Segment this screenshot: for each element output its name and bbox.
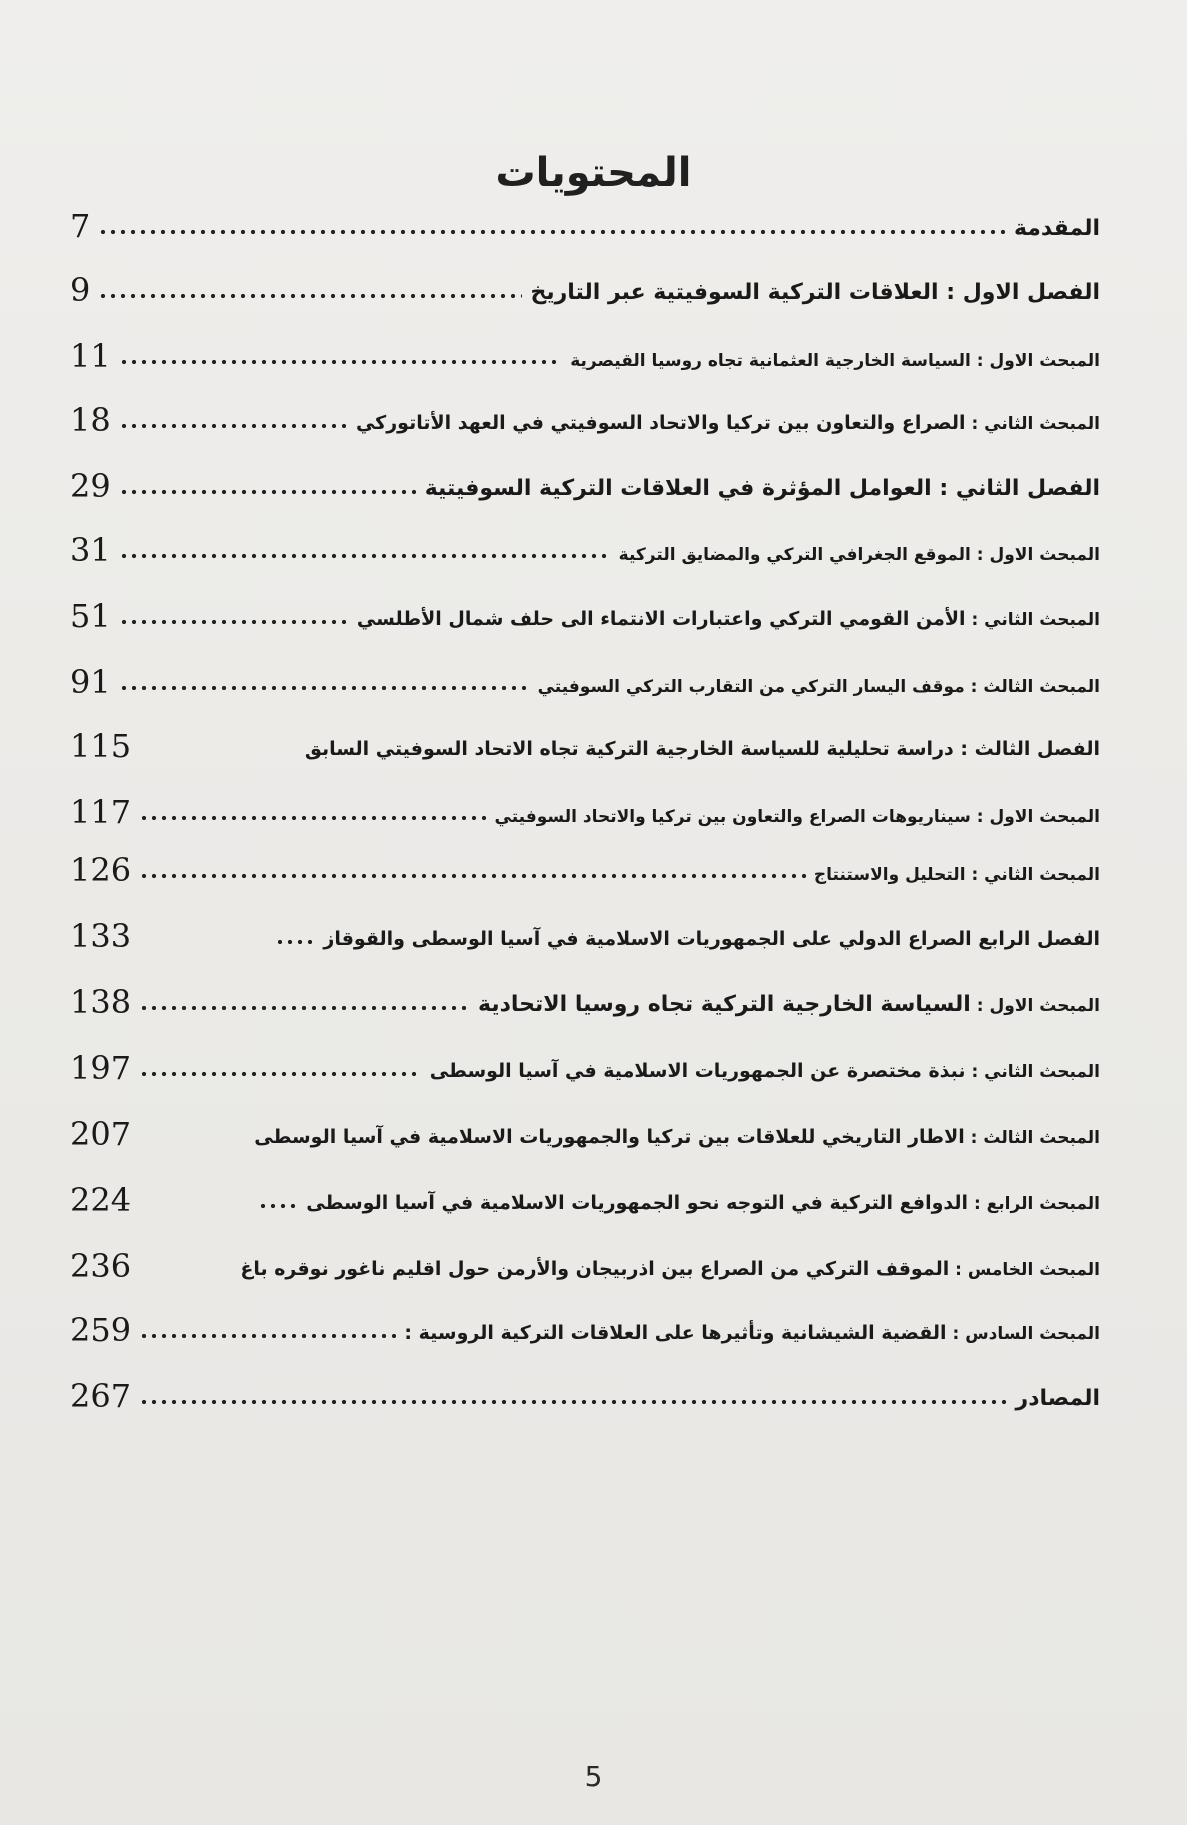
toc-entry-lead: الفصل الثاني : [931, 475, 1100, 501]
toc-entry-label [806, 865, 1100, 886]
toc-entry-lead: المبحث الثالث : [964, 676, 1100, 697]
toc-leader-dots [119, 419, 348, 433]
toc-entry-label [349, 608, 1100, 632]
toc-entry-lead: المبحث الخامس : [949, 1260, 1100, 1281]
toc-entry [70, 452, 1100, 505]
toc-page-number: 117 [70, 793, 132, 831]
toc-entry-label [422, 1060, 1100, 1084]
toc-entry-text: الأمن القومي التركي واعتبارات الانتماء الى حلف شمال الأطلسي [356, 608, 966, 631]
toc-page-number: 9 [70, 271, 91, 309]
toc-entry-text: الفصل الرابع الصراع الدولي على الجمهوريات الاسلامية في آسيا الوسطى والقوقاز [323, 928, 1100, 951]
toc-entry-text: التحليل والاستنتاج [813, 864, 966, 885]
toc-entry-text: موقف اليسار التركي من التقارب التركي السوفيتي [537, 676, 965, 697]
toc-page-number: 259 [70, 1311, 132, 1349]
toc-entry-text: دراسة تحليلية للسياسة الخارجية التركية تجاه الاتحاد السوفيتي السابق [304, 738, 954, 761]
toc-entry-label [562, 351, 1100, 372]
toc-entry [70, 1362, 1100, 1415]
toc-entry [70, 712, 1100, 765]
toc-entry [70, 778, 1100, 831]
toc-entry-lead: المبحث الثاني : [965, 864, 1100, 885]
toc-page-number: 11 [70, 337, 111, 375]
toc-page-number: 138 [70, 983, 132, 1021]
toc-entry-lead: المبحث الرابع : [968, 1194, 1100, 1215]
toc-entry-text: الصراع والتعاون بين تركيا والاتحاد السوفيتي في العهد الأتاتوركي [355, 412, 966, 435]
toc-entry-text: المصادر [1015, 1385, 1100, 1411]
toc-entry-label [348, 412, 1100, 436]
toc-entry-text: السياسة الخارجية التركية تجاه روسيا الاتحادية [478, 991, 971, 1017]
toc-entry-label [396, 1322, 1100, 1346]
toc-entry [70, 516, 1100, 569]
toc-entry-lead: المبحث السادس : [946, 1324, 1100, 1345]
toc-leader-dots [119, 615, 349, 629]
toc-entry-label [246, 1126, 1100, 1150]
toc-page-number: 91 [70, 663, 111, 701]
toc-entry-text: المقدمة [1013, 215, 1100, 241]
toc-entry [70, 192, 1100, 245]
toc-leader-dots [139, 869, 806, 883]
toc-entry-text: الدوافع التركية في التوجه نحو الجمهوريات الاسلامية في آسيا الوسطى [306, 1192, 969, 1215]
toc-entry-lead: المبحث الثالث : [964, 1128, 1100, 1149]
toc-entry-label [297, 738, 1100, 762]
toc-leader-dots [98, 289, 522, 303]
toc-entry [70, 1100, 1100, 1153]
toc-leader-dots [119, 355, 563, 369]
toc-entry [70, 902, 1100, 955]
toc-entry-lead: المبحث الاول : [970, 350, 1100, 371]
toc-leader-dots [119, 485, 417, 499]
toc-entry-lead: المبحث الاول : [970, 995, 1100, 1016]
toc-leader-dots [119, 549, 611, 563]
toc-entry-lead: المبحث الاول : [970, 806, 1100, 827]
toc-entry-lead: الفصل الاول : [938, 279, 1100, 305]
toc-entry-lead: المبحث الثاني : [965, 414, 1100, 435]
toc-entry [70, 968, 1100, 1021]
toc-page-number: 197 [70, 1049, 132, 1087]
toc-leader-dots [139, 1067, 422, 1081]
toc-entry-label [522, 279, 1100, 307]
page-number: 5 [584, 1760, 603, 1793]
toc-page-number: 31 [70, 531, 111, 569]
toc-entry-text: العلاقات التركية السوفيتية عبر التاريخ [530, 279, 939, 305]
toc-entry-text: الموقف التركي من الصراع بين اذربيجان والأرمن حول اقليم ناغور نوقره باغ [240, 1258, 950, 1281]
toc-leader-dots [275, 935, 315, 949]
toc-entry [70, 386, 1100, 439]
toc-entry-label [417, 475, 1100, 503]
toc-entry-label [1006, 215, 1100, 243]
toc-entry-text: سيناريوهات الصراع والتعاون بين تركيا والاتحاد السوفيتي [494, 806, 971, 827]
toc-entry-text: القضية الشيشانية وتأثيرها على العلاقات التركية الروسية : [404, 1322, 947, 1345]
toc-leader-dots [139, 1329, 396, 1343]
toc-page-number: 7 [70, 207, 91, 245]
page-title: المحتويات [495, 150, 692, 196]
toc-leader-dots [139, 1395, 1007, 1409]
toc-page-number: 51 [70, 597, 111, 635]
toc-entry [70, 1232, 1100, 1285]
toc-page-number: 224 [70, 1181, 132, 1219]
toc-entry [70, 582, 1100, 635]
toc-entry-text: نبذة مختصرة عن الجمهوريات الاسلامية في آسيا الوسطى [429, 1060, 966, 1083]
toc-entry [70, 1166, 1100, 1219]
toc-leader-dots [119, 681, 530, 695]
toc-page-number: 29 [70, 467, 111, 505]
toc-entry-lead: المبحث الثاني : [965, 1062, 1100, 1083]
toc-entry-text: الاطار التاريخي للعلاقات بين تركيا والجمهوريات الاسلامية في آسيا الوسطى [254, 1126, 965, 1149]
toc-leader-dots [258, 1199, 298, 1213]
toc-entry-label [1008, 1385, 1100, 1413]
toc-leader-dots [139, 811, 486, 825]
toc-page-number: 133 [70, 917, 132, 955]
toc-entry [70, 648, 1100, 701]
toc-entry [70, 322, 1100, 375]
toc-entry-label [487, 807, 1100, 828]
toc-page-number: 18 [70, 401, 111, 439]
toc-leader-dots [98, 225, 1006, 239]
toc-entry-text: العوامل المؤثرة في العلاقات التركية السوفيتية [424, 475, 932, 501]
toc-entry-label [232, 1258, 1100, 1282]
toc-entry-text: السياسة الخارجية العثمانية تجاه روسيا القيصرية [570, 350, 971, 371]
toc-page-number: 207 [70, 1115, 132, 1153]
toc-page-number: 115 [70, 727, 132, 765]
toc-entry-lead: الفصل الثالث : [953, 738, 1100, 761]
toc-entry [70, 1296, 1100, 1349]
toc-page-number: 267 [70, 1377, 132, 1415]
toc-page-number: 236 [70, 1247, 132, 1285]
toc-entry-text: الموقع الجغرافي التركي والمضايق التركية [618, 544, 971, 565]
toc-entry-label [530, 677, 1100, 698]
toc-entry-label [470, 991, 1100, 1019]
toc-entry [70, 836, 1100, 889]
toc-entry-label [315, 928, 1100, 952]
toc-entry [70, 256, 1100, 309]
toc-entry-label [298, 1192, 1100, 1216]
toc-entry-label [611, 545, 1100, 566]
toc-page-number: 126 [70, 851, 132, 889]
toc-entry-lead: المبحث الثاني : [965, 610, 1100, 631]
toc-leader-dots [139, 1001, 470, 1015]
toc-entry-lead: المبحث الاول : [970, 544, 1100, 565]
toc-entry [70, 1034, 1100, 1087]
